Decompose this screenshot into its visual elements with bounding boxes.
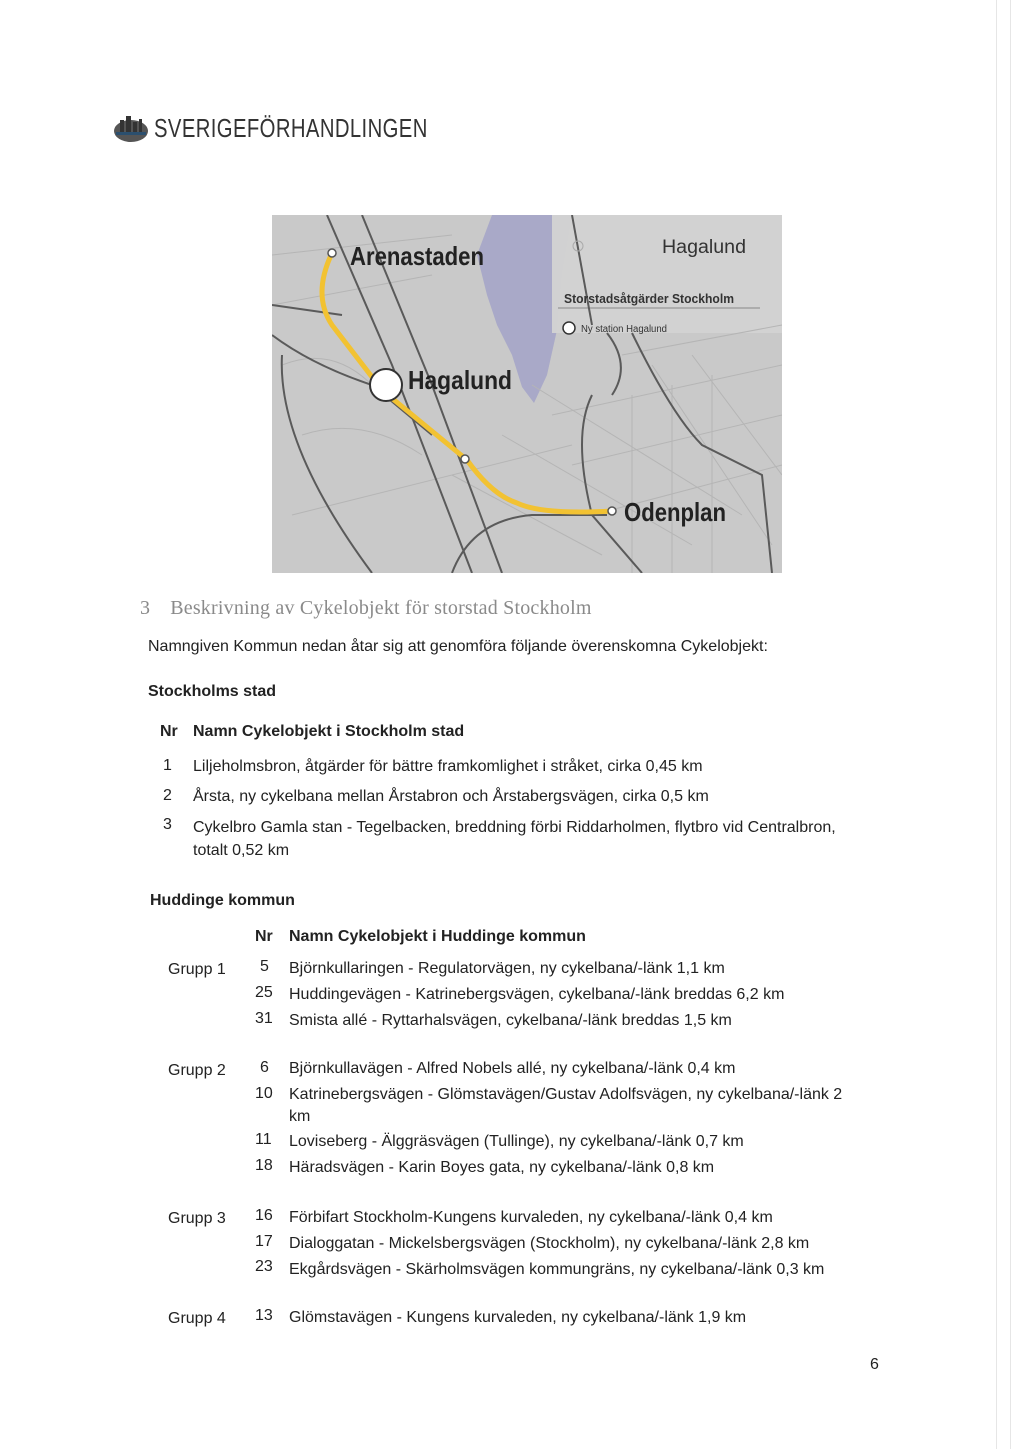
station-marker	[328, 249, 336, 257]
table-row-nr: 25	[255, 984, 273, 1001]
table-row-nr: 17	[255, 1233, 273, 1250]
label-hagalund: Hagalund	[408, 365, 512, 395]
table-row: Årsta, ny cykelbana mellan Årstabron och Årstabergsvägen, cirka 0,5 km	[193, 788, 709, 805]
table-row-nr: 10	[255, 1085, 273, 1102]
stockholm-col-nr: Nr	[160, 723, 178, 740]
station-marker	[608, 507, 616, 515]
table-row: Björnkullavägen - Alfred Nobels allé, ny cykelbana/-länk 0,4 km	[289, 1060, 736, 1077]
table-row: Förbifart Stockholm-Kungens kurvaleden, ny cykelbana/-länk 0,4 km	[289, 1209, 773, 1226]
huddinge-col-name: Namn Cykelobjekt i Huddinge kommun	[289, 928, 586, 945]
section-number: 3	[140, 597, 151, 619]
table-row: Liljeholmsbron, åtgärder för bättre framkomlighet i stråket, cirka 0,45 km	[193, 758, 703, 775]
huddinge-heading: Huddinge kommun	[150, 892, 295, 909]
page-number: 6	[870, 1356, 879, 1373]
table-row: Cykelbro Gamla stan - Tegelbacken, breddning förbi Riddarholmen, flytbro vid Centralbron,	[193, 819, 836, 836]
section-heading	[140, 597, 592, 620]
label-odenplan: Odenplan	[624, 497, 726, 527]
header	[112, 108, 505, 148]
table-row-nr: 16	[255, 1207, 273, 1224]
legend-title: Storstadsåtgärder Stockholm	[564, 291, 734, 306]
table-row-nr: 3	[163, 816, 172, 833]
stockholm-heading: Stockholms stad	[148, 683, 277, 700]
legend-panel	[552, 215, 782, 333]
huddinge-col-nr: Nr	[255, 928, 273, 945]
table-row-continuation: totalt 0,52 km	[193, 842, 290, 859]
group-label: Grupp 3	[168, 1210, 226, 1227]
table-row: Loviseberg - Älggräsvägen (Tullinge), ny cykelbana/-länk 0,7 km	[289, 1133, 744, 1150]
label-arenastaden: Arenastaden	[350, 241, 484, 271]
legend-item-label: Ny station Hagalund	[581, 324, 667, 335]
group-label: Grupp 1	[168, 961, 226, 978]
header-title: SVERIGEFÖRHANDLINGEN	[154, 112, 428, 143]
legend-station-icon	[563, 322, 575, 334]
table-row: Smista allé - Ryttarhalsvägen, cykelbana/-länk breddas 1,5 km	[289, 1012, 732, 1029]
page-edge-line	[1010, 0, 1011, 1449]
intro-text: Namngiven Kommun nedan åtar sig att genomföra följande överenskomna Cykelobjekt:	[148, 638, 768, 655]
table-row-nr: 31	[255, 1010, 273, 1027]
table-row: Glömstavägen - Kungens kurvaleden, ny cykelbana/-länk 1,9 km	[289, 1309, 747, 1326]
station-map	[272, 215, 782, 573]
map-graphic	[272, 215, 782, 573]
table-row-nr: 23	[255, 1258, 273, 1275]
logo-icon	[112, 112, 150, 144]
table-row-nr: 18	[255, 1157, 273, 1174]
stockholm-col-name: Namn Cykelobjekt i Stockholm stad	[193, 723, 465, 740]
table-row-nr: 13	[255, 1307, 273, 1324]
station-marker	[461, 455, 469, 463]
table-row: Ekgårdsvägen - Skärholmsvägen kommungräns, ny cykelbana/-länk 0,3 km	[289, 1261, 825, 1278]
page-edge-line	[996, 0, 997, 1449]
station-marker-new	[370, 369, 402, 401]
section-title: Beskrivning av Cykelobjekt för storstad Stockholm	[170, 597, 592, 619]
table-row-nr: 6	[260, 1059, 269, 1076]
group-label: Grupp 4	[168, 1310, 226, 1327]
table-row: Häradsvägen - Karin Boyes gata, ny cykelbana/-länk 0,8 km	[289, 1159, 715, 1176]
table-row-nr: 5	[260, 958, 269, 975]
table-row-nr: 2	[163, 787, 172, 804]
group-label: Grupp 2	[168, 1062, 226, 1079]
table-row: Katrinebergsvägen - Glömstavägen/Gustav Adolfsvägen, ny cykelbana/-länk 2	[289, 1086, 843, 1103]
table-row: Huddingevägen - Katrinebergsvägen, cykelbana/-länk breddas 6,2 km	[289, 986, 785, 1003]
label-hagalund-top: Hagalund	[662, 237, 746, 258]
table-row-nr: 11	[255, 1131, 272, 1148]
table-row: Dialoggatan - Mickelsbergsvägen (Stockholm), ny cykelbana/-länk 2,8 km	[289, 1235, 810, 1252]
table-row-continuation: km	[289, 1108, 311, 1125]
table-row-nr: 1	[163, 757, 172, 774]
table-row: Björnkullaringen - Regulatorvägen, ny cykelbana/-länk 1,1 km	[289, 960, 725, 977]
